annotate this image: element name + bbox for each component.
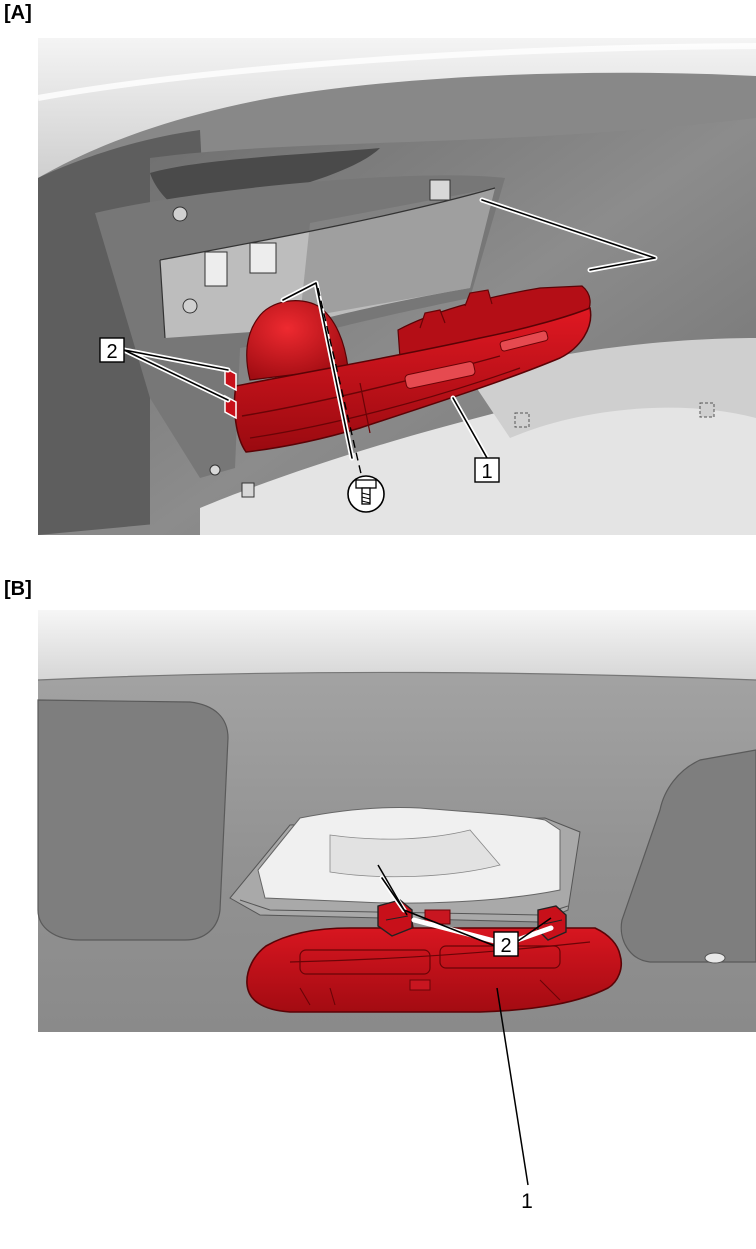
callout-2-panel-a [100, 338, 124, 363]
callout-1-panel-a [475, 458, 499, 483]
callout-1-label: 1 [481, 461, 493, 483]
bolt-icon [348, 476, 384, 512]
callout-1-label: 1 [521, 1190, 533, 1213]
callout-2-label: 2 [106, 341, 118, 363]
left-visor-recess [38, 700, 228, 940]
panel-b-label: [B] [4, 578, 32, 600]
callout-2-label: 2 [500, 935, 512, 957]
panel-a-illustration [0, 38, 756, 538]
roof-edge [38, 610, 756, 680]
panel-a-label: [A] [4, 2, 32, 24]
callout-2-panel-b [494, 932, 518, 957]
panel-b-illustration [0, 610, 756, 1249]
